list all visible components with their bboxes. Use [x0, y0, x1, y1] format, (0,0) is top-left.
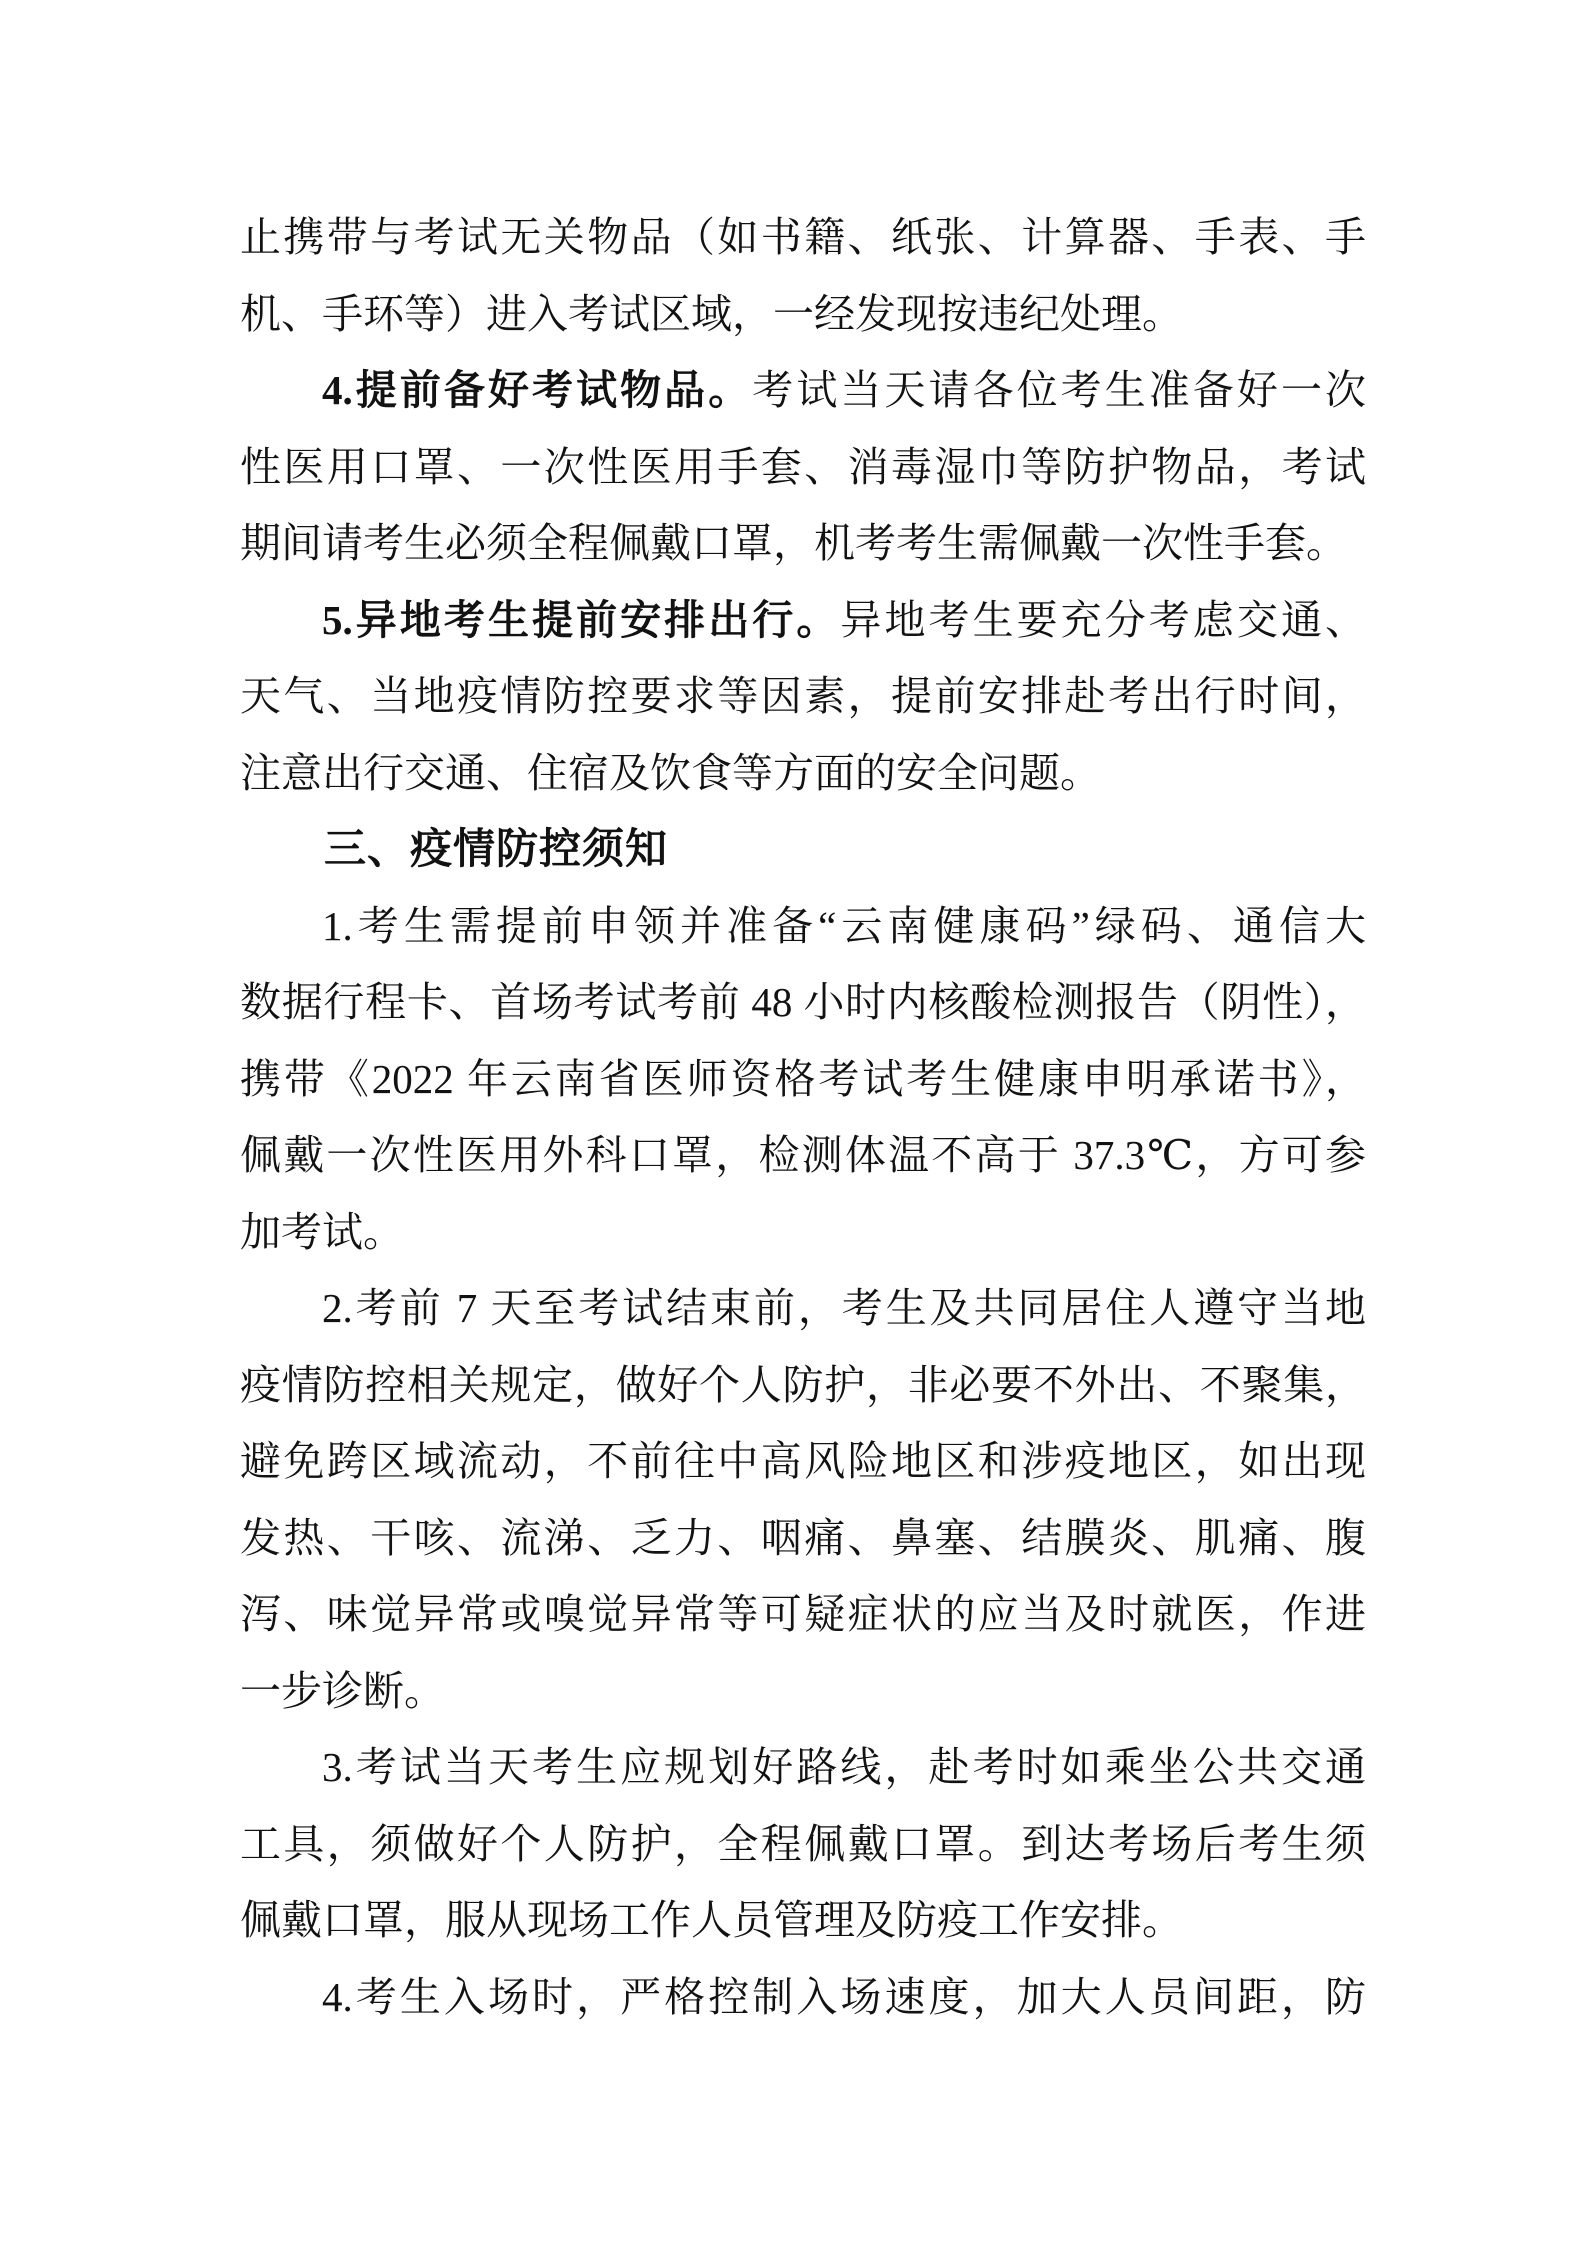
- text-line: [240, 964, 1366, 1041]
- text-run: 考试当天请各位考生准备好一次: [752, 367, 1367, 413]
- text-line: [240, 1117, 1366, 1194]
- text-line: [240, 505, 1366, 582]
- section-heading: [240, 811, 1366, 888]
- text-run: 2.考前 7 天至考试结束前，考生及共同居住人遵守当地: [322, 1285, 1366, 1331]
- text-line: [240, 429, 1366, 506]
- text-run: 3.考试当天考生应规划好路线，赴考时如乘坐公共交通: [322, 1744, 1366, 1790]
- text-run: 佩戴一次性医用外科口罩，检测体温不高于 37.3℃，方可参: [240, 1132, 1366, 1178]
- text-line: [240, 1882, 1366, 1959]
- text-run: 注意出行交通、住宿及饮食等方面的安全问题。: [240, 749, 1101, 796]
- text-line: [240, 1500, 1366, 1577]
- text-run: 发热、干咳、流涕、乏力、咽痛、鼻塞、结膜炎、肌痛、腹: [240, 1514, 1366, 1561]
- text-run: 工具，须做好个人防护，全程佩戴口罩。到达考场后考生须: [240, 1820, 1366, 1867]
- text-block: [240, 199, 1366, 2035]
- text-run: 止携带与考试无关物品（如书籍、纸张、计算器、手表、手: [240, 214, 1366, 260]
- text-line: [240, 1729, 1366, 1806]
- text-line: [240, 1653, 1366, 1730]
- text-line: [240, 582, 1366, 659]
- text-line: [240, 1423, 1366, 1500]
- bold-text-run: 三、疫情防控须知: [324, 825, 669, 872]
- text-line: [240, 735, 1366, 812]
- text-run: 数据行程卡、首场考试考前 48 小时内核酸检测报告（阴性），: [240, 979, 1366, 1025]
- text-line: [240, 888, 1366, 965]
- text-line: [240, 1959, 1366, 2036]
- bold-text-run: 5.异地考生提前安排出行。: [322, 596, 841, 643]
- text-run: 泻、味觉异常或嗅觉异常等可疑症状的应当及时就医，作进: [240, 1591, 1366, 1637]
- text-run: 携带《2022 年云南省医师资格考试考生健康申明承诺书》，: [240, 1055, 1366, 1102]
- text-run: 天气、当地疫情防控要求等因素，提前安排赴考出行时间，: [240, 673, 1366, 719]
- text-line: [240, 658, 1366, 735]
- text-line: [240, 352, 1366, 429]
- text-run: 期间请考生必须全程佩戴口罩，机考考生需佩戴一次性手套。: [240, 520, 1347, 566]
- text-line: [240, 1347, 1366, 1424]
- text-line: [240, 1806, 1366, 1883]
- text-run: 4.考生入场时，严格控制入场速度，加大人员间距，防: [322, 1973, 1366, 2020]
- bold-text-run: 4.提前备好考试物品。: [322, 367, 753, 413]
- text-line: [240, 1270, 1366, 1347]
- text-run: 避免跨区域流动，不前往中高风险地区和涉疫地区，如出现: [240, 1438, 1366, 1484]
- text-run: 疫情防控相关规定，做好个人防护，非必要不外出、不聚集，: [240, 1361, 1366, 1408]
- text-run: 加考试。: [240, 1208, 404, 1255]
- text-run: 1.考生需提前申领并准备“云南健康码”绿码、通信大: [322, 902, 1366, 949]
- text-run: 异地考生要充分考虑交通、: [840, 596, 1367, 643]
- text-run: 性医用口罩、一次性医用手套、消毒湿巾等防护物品，考试: [240, 443, 1366, 490]
- text-line: [240, 276, 1366, 353]
- text-run: 佩戴口罩，服从现场工作人员管理及防疫工作安排。: [240, 1897, 1183, 1943]
- text-line: [240, 1041, 1366, 1118]
- text-line: [240, 1576, 1366, 1653]
- text-run: 机、手环等）进入考试区域，一经发现按违纪处理。: [240, 290, 1183, 337]
- text-line: [240, 199, 1366, 276]
- text-line: [240, 1194, 1366, 1271]
- text-run: 一步诊断。: [240, 1667, 445, 1714]
